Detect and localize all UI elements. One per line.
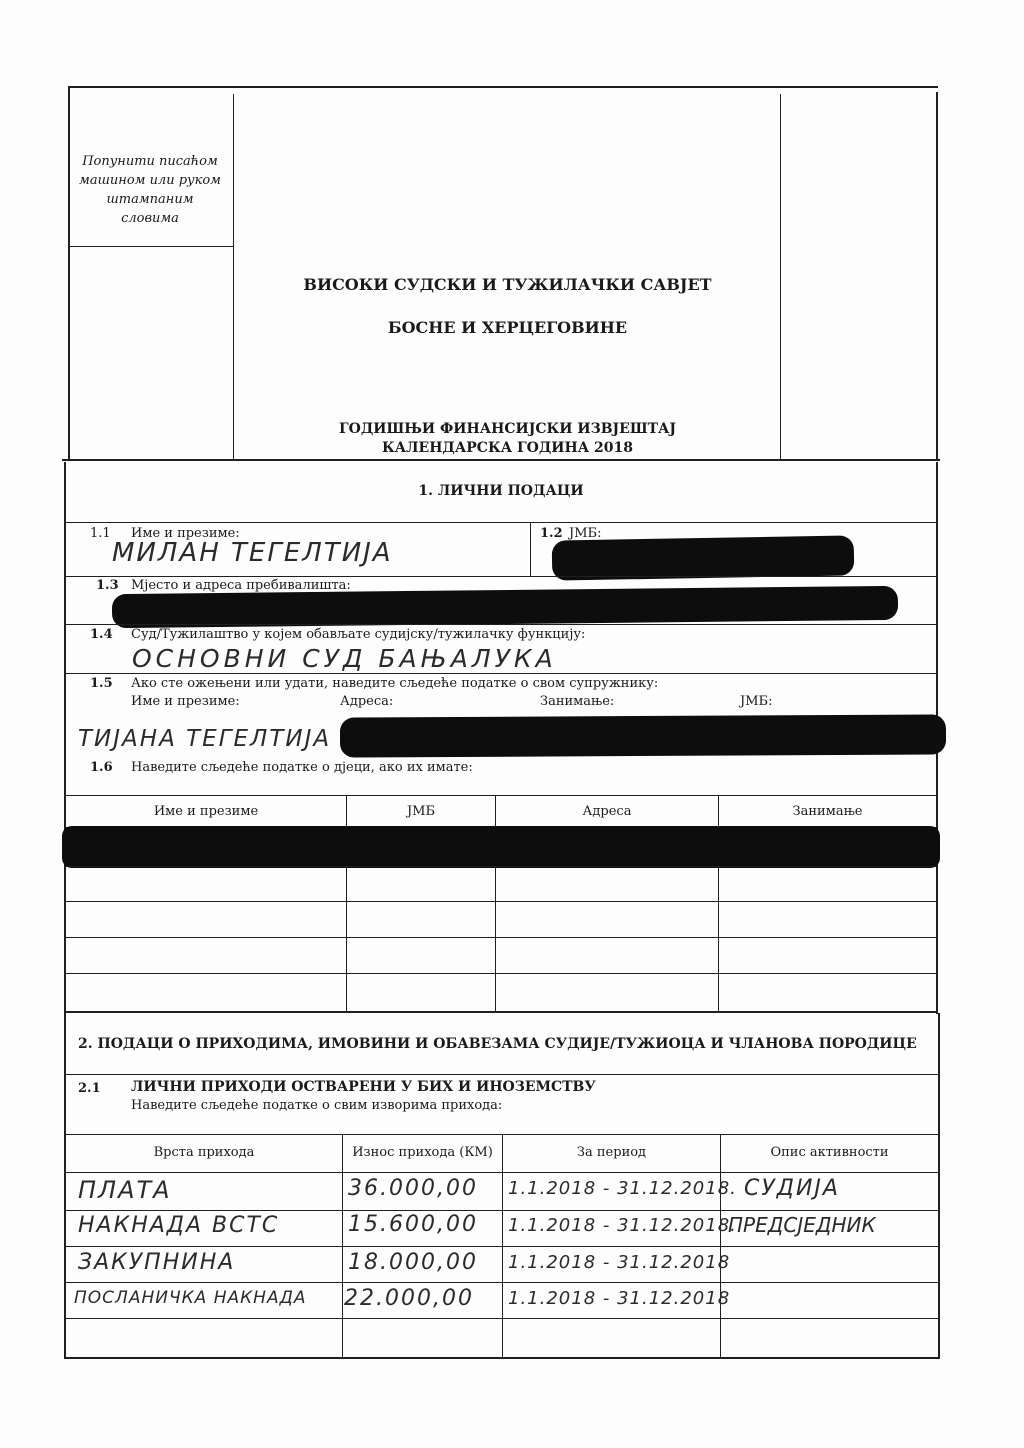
field-1-1-number: 1.1	[90, 526, 111, 541]
field-1-1-label: Име и презиме:	[131, 526, 240, 541]
report-title: ГОДИШЊИ ФИНАНСИЈСКИ ИЗВЈЕШТАЈ	[338, 421, 677, 437]
income-header-period: За период	[576, 1145, 647, 1160]
income-row-3-period[interactable]: 1.1.2018 - 31.12.2018	[508, 1252, 731, 1273]
income-row-2-type[interactable]: НАКНАДА ВСТС	[78, 1213, 280, 1238]
row-1-3-bottom	[64, 624, 938, 625]
income-row-line	[64, 1318, 940, 1319]
income-row-4-type[interactable]: ПОСЛАНИЧКА НАКНАДА	[74, 1288, 307, 1308]
instruction-box-bottom	[68, 246, 234, 247]
instruction-line: машином или руком	[79, 173, 221, 188]
frame-left-top	[68, 86, 70, 460]
spouse-jmb-label: ЈМБ:	[740, 694, 773, 709]
income-header-description: Опис активности	[770, 1145, 889, 1160]
frame-left-s1	[64, 462, 66, 1012]
income-table-bottom	[64, 1357, 940, 1359]
income-row-3-type[interactable]: ЗАКУПНИНА	[78, 1250, 236, 1275]
children-header-name: Име и презиме	[153, 804, 259, 819]
income-row-1-period[interactable]: 1.1.2018 - 31.12.2018.	[508, 1178, 737, 1199]
header-bottom	[62, 459, 940, 461]
income-row-4-period[interactable]: 1.1.2018 - 31.12.2018	[508, 1288, 731, 1309]
field-1-3-number: 1.3	[96, 578, 119, 593]
redaction-spouse-details	[340, 714, 946, 757]
section2-title-bottom	[64, 1074, 940, 1075]
income-row-1-description[interactable]: СУДИЈА	[744, 1176, 840, 1201]
income-row-2-description[interactable]: ПРЕДСЈЕДНИК	[728, 1213, 876, 1237]
children-row-line	[64, 937, 938, 938]
header-divider-left	[233, 94, 234, 460]
instruction-line: Попунити писаћом	[82, 154, 218, 169]
spouse-name-value[interactable]: ТИЈАНА ТЕГЕЛТИЈА	[78, 726, 332, 752]
section2-title: 2. ПОДАЦИ О ПРИХОДИМА, ИМОВИНИ И ОБАВЕЗАМА СУДИЈЕ/ТУЖИОЦА И ЧЛАНОВА ПОРОДИЦЕ	[78, 1036, 917, 1052]
children-header-address: Адреса	[582, 804, 632, 819]
field-1-6-number: 1.6	[90, 760, 113, 775]
children-row-line	[64, 866, 938, 867]
redaction-children-row	[62, 826, 940, 868]
instruction-line: словима	[121, 211, 179, 226]
field-1-6-label: Наведите сљедеће податке о дјеци, ако их имате:	[131, 760, 473, 775]
income-row-line	[64, 1172, 940, 1173]
income-row-1-amount[interactable]: 36.000,00	[348, 1176, 478, 1201]
frame-top	[68, 86, 938, 88]
field-1-5-label: Ако сте ожењени или удати, наведите сљедеће податке о свом супружнику:	[131, 676, 659, 691]
field-1-3-label: Мјесто и адреса пребивалишта:	[131, 578, 351, 593]
field-1-2-label: ЈМБ:	[569, 526, 602, 541]
income-row-2-period[interactable]: 1.1.2018 - 31.12.2018.	[508, 1215, 737, 1236]
row-1-1-bottom	[64, 576, 938, 577]
redaction-address	[112, 586, 898, 628]
row-1-4-bottom	[64, 673, 938, 674]
field-1-4-label: Суд/Тужилаштво у којем обављате судијску/тужилачку функцију:	[131, 627, 586, 642]
frame-left-s2	[64, 1013, 66, 1359]
field-1-1-value[interactable]: МИЛАН ТЕГЕЛТИЈА	[112, 538, 393, 568]
frame-right-s2	[938, 1013, 940, 1359]
council-name-line1: ВИСОКИ СУДСКИ И ТУЖИЛАЧКИ САВЈЕТ	[303, 275, 712, 294]
header-divider-right	[780, 94, 781, 460]
section-2-1-number: 2.1	[78, 1081, 101, 1096]
section-2-1-title: ЛИЧНИ ПРИХОДИ ОСТВАРЕНИ У БИХ И ИНОЗЕМСТВУ	[131, 1079, 596, 1095]
instruction-line: штампаним	[106, 192, 194, 207]
children-table-top	[64, 795, 938, 796]
income-row-4-amount[interactable]: 22.000,00	[344, 1286, 474, 1311]
income-row-1-type[interactable]: ПЛАТА	[78, 1176, 172, 1204]
section-2-1-subtitle: Наведите сљедеће податке о свим изворима прихода:	[131, 1098, 503, 1113]
children-header-jmb: ЈМБ	[406, 804, 436, 819]
income-header-amount: Износ прихода (КМ)	[352, 1145, 493, 1160]
field-1-4-value[interactable]: ОСНОВНИ СУД БАЊАЛУКА	[132, 644, 557, 673]
field-1-4-number: 1.4	[90, 627, 113, 642]
field-1-5-number: 1.5	[90, 676, 113, 691]
spouse-occupation-label: Занимање:	[540, 694, 615, 709]
section1-title: 1. ЛИЧНИ ПОДАЦИ	[418, 483, 584, 499]
children-row-line	[64, 973, 938, 974]
children-row-line	[64, 901, 938, 902]
spouse-name-label: Име и презиме:	[131, 694, 240, 709]
children-table-bottom	[64, 1011, 938, 1013]
redaction-jmb	[552, 535, 855, 580]
income-row-line	[64, 1246, 940, 1247]
instruction-text	[70, 152, 230, 228]
income-row-line	[64, 1282, 940, 1283]
field-1-2-number: 1.2	[540, 526, 563, 541]
income-row-2-amount[interactable]: 15.600,00	[348, 1212, 478, 1237]
spouse-address-label: Адреса:	[340, 694, 394, 709]
income-header-type: Врста прихода	[153, 1145, 255, 1160]
income-row-line	[64, 1210, 940, 1211]
income-row-3-amount[interactable]: 18.000,00	[348, 1250, 478, 1275]
council-name-line2: БОСНЕ И ХЕРЦЕГОВИНЕ	[387, 318, 628, 337]
frame-right-top	[936, 92, 938, 460]
section1-title-bottom	[64, 522, 938, 523]
report-year: КАЛЕНДАРСКА ГОДИНА 2018	[382, 440, 633, 456]
field-1-2-divider	[530, 523, 531, 577]
children-header-occupation: Занимање	[792, 804, 863, 819]
